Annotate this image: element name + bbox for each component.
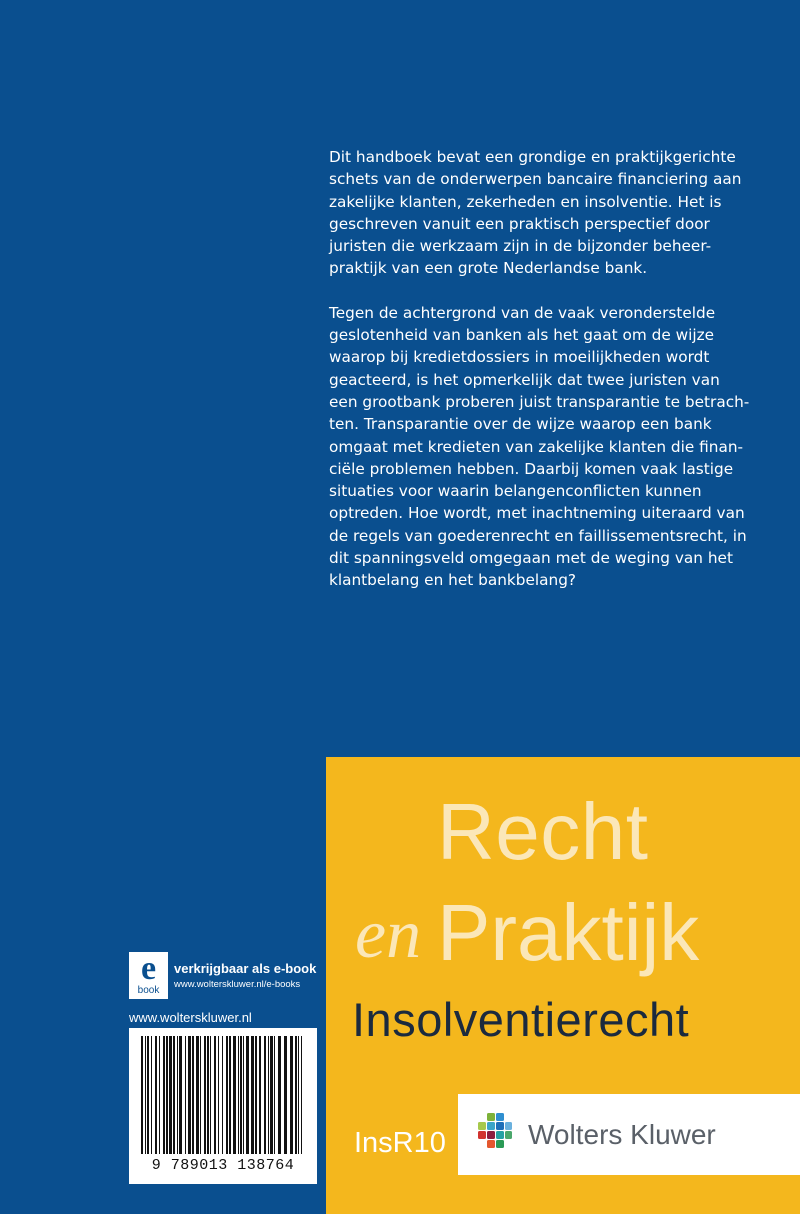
blurb-line: waarop bij kredietdossiers in moeilijkheden wordt [329,348,710,367]
publisher-url: www.wolterskluwer.nl [129,1010,252,1025]
barcode-bar [240,1036,242,1154]
blurb-line: klantbelang en het bankbelang? [329,571,577,590]
barcode-bar [238,1036,239,1154]
barcode-bars [139,1036,307,1154]
barcode-bar [207,1036,209,1154]
barcode-bar [243,1036,244,1154]
ebook-url: www.wolterskluwer.nl/e-books [174,979,301,990]
barcode-bar [159,1036,160,1154]
barcode-bar [270,1036,273,1154]
blurb-paragraph-1 [329,146,769,280]
barcode-bar [284,1036,287,1154]
barcode-bar [301,1036,302,1154]
barcode-bar [246,1036,249,1154]
blurb-line: praktijk van een grote Nederlandse bank. [329,259,648,278]
barcode-bar [210,1036,211,1154]
barcode-bar [251,1036,254,1154]
barcode-bar [192,1036,194,1154]
barcode-bar [179,1036,182,1154]
blurb-line: ciële problemen hebben. Daarbij komen vaak lastige [329,459,734,478]
blurb-line: schets van de onderwerpen bancaire financiering aan [329,170,742,189]
barcode-bar [196,1036,199,1154]
publisher-name: Wolters Kluwer [528,1119,716,1150]
barcode-bar [169,1036,172,1154]
ebook-icon-letter: e [140,950,157,987]
blurb-line: ten. Transparantie over de wijze waarop een bank [329,415,712,434]
ebook-availability-label: verkrijgbaar als e-book [174,961,317,976]
blurb-line: geslotenheid van banken als het gaat om de wijze [329,326,715,345]
series-code: InsR10 [354,1127,446,1159]
series-title-praktijk: Praktijk [437,888,700,977]
barcode-bar [177,1036,178,1154]
blurb-line: optreden. Hoe wordt, met inachtneming uiteraard van [329,504,745,523]
blurb-line: de regels van goederenrecht en faillissementsrecht, in [329,526,747,545]
barcode-bar [188,1036,191,1154]
barcode-bar [255,1036,257,1154]
blurb-line: geschreven vanuit een praktisch perspectief door [329,214,710,233]
barcode-bar [166,1036,168,1154]
blurb-line: geacteerd, is het opmerkelijk dat twee juristen van [329,370,720,389]
barcode-bar [141,1036,143,1154]
barcode-bar [151,1036,152,1154]
barcode-bar [268,1036,269,1154]
barcode-bar [295,1036,297,1154]
blurb-line: Dit handboek bevat een grondige en praktijkgerichte [329,148,736,166]
barcode-bar [229,1036,231,1154]
blurb-line: Tegen de achtergrond van de vaak veronderstelde [329,303,716,322]
blurb-line: dit spanningsveld omgegaan met de weging van het [329,549,733,568]
blurb-paragraph-2 [329,302,769,592]
barcode-bar [214,1036,216,1154]
ebook-icon-label: book [137,985,160,996]
ebook-icon [129,952,168,999]
barcode-bar [173,1036,175,1154]
series-title-recht: Recht [437,787,649,876]
isbn-number: 9 789013 138764 [151,1157,295,1174]
barcode-bar [145,1036,146,1154]
barcode-bar [218,1036,219,1154]
barcode-bar [233,1036,236,1154]
series-title-en: en [355,896,422,973]
barcode-bar [155,1036,157,1154]
barcode-bar [185,1036,186,1154]
barcode-bar [278,1036,281,1154]
blurb-line: omgaat met kredieten van zakelijke klanten die finan- [329,437,744,456]
barcode-bar [298,1036,299,1154]
book-subject: Insolventierecht [352,993,690,1046]
barcode [129,1028,317,1184]
blurb-line: een grootbank proberen juist transparantie te betrach- [329,392,750,411]
blurb-line: juristen die werkzaam zijn in de bijzonder beheer- [329,237,712,256]
barcode-bar [200,1036,201,1154]
barcode-bar [222,1036,223,1154]
back-cover-blurb [329,146,769,614]
barcode-bar [226,1036,228,1154]
publisher-logo-box [458,1094,800,1175]
blurb-line: zakelijke klanten, zekerheden en insolventie. Het is [329,192,722,211]
barcode-bar [163,1036,165,1154]
barcode-bar [204,1036,206,1154]
barcode-bar [264,1036,266,1154]
wolters-kluwer-logo-icon [473,1110,517,1154]
barcode-bar [259,1036,261,1154]
barcode-bar [274,1036,275,1154]
blurb-line: situaties voor waarin belangenconflicten kunnen [329,482,702,501]
barcode-bar [290,1036,293,1154]
barcode-bar [147,1036,149,1154]
